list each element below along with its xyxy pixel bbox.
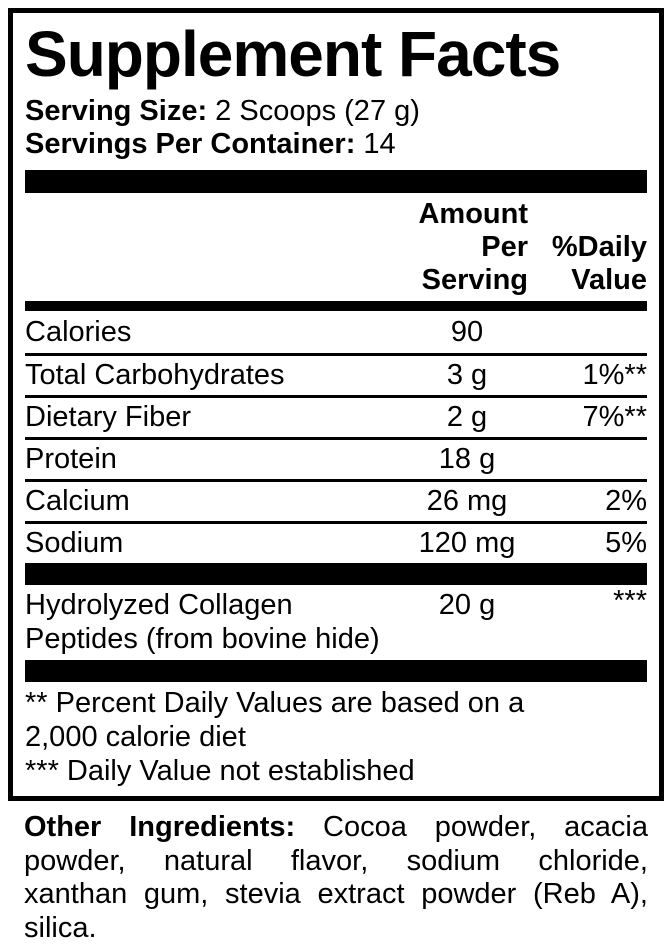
servings-per-container-label: Servings Per Container: xyxy=(25,128,355,160)
divider-bar-top xyxy=(25,170,647,193)
nutrient-dv: 7%** xyxy=(542,401,647,434)
nutrient-row-calcium xyxy=(25,479,647,521)
nutrient-dv: 2% xyxy=(542,485,647,518)
other-ingredients-section xyxy=(24,811,648,945)
daily-value-header xyxy=(542,231,647,297)
servings-per-container-value: 14 xyxy=(355,128,395,160)
nutrient-row-protein xyxy=(25,437,647,479)
nutrient-amount: 18 g xyxy=(392,443,542,476)
footnote-not-established: *** Daily Value not established xyxy=(25,754,647,788)
footnote-daily-values-line2: 2,000 calorie diet xyxy=(25,720,647,754)
collagen-name-line1: Hydrolyzed Collagen xyxy=(25,588,392,622)
nutrient-row-hydrolyzed-collagen xyxy=(25,585,647,660)
nutrient-row-total-carbohydrates xyxy=(25,353,647,395)
other-ingredients-line3: xanthan gum, stevia extract powder (Reb A), xyxy=(24,878,648,912)
nutrient-amount: 90 xyxy=(392,316,542,349)
nutrient-rows xyxy=(25,311,647,563)
other-ingredients-line1 xyxy=(24,811,648,845)
divider-bar-under-header xyxy=(25,301,647,311)
supplement-facts-panel xyxy=(8,8,664,801)
other-ingredients-line1-text: Cocoa powder, acacia xyxy=(295,811,648,843)
nutrient-row-calories xyxy=(25,311,647,353)
other-ingredients-line4: silica. xyxy=(24,912,648,945)
nutrient-name: Calories xyxy=(25,316,392,349)
nutrient-name: Dietary Fiber xyxy=(25,401,392,434)
serving-size-line xyxy=(25,95,647,128)
other-ingredients-line2: powder, natural flavor, sodium chloride, xyxy=(24,845,648,879)
nutrient-name: Protein xyxy=(25,443,392,476)
nutrient-dv: 5% xyxy=(542,527,647,560)
footnotes xyxy=(25,682,647,790)
nutrient-row-sodium xyxy=(25,521,647,563)
other-ingredients-label: Other Ingredients: xyxy=(24,811,295,843)
nutrient-name: Total Carbohydrates xyxy=(25,359,392,392)
dv-header-line1: %Daily xyxy=(542,231,647,264)
nutrient-name: Sodium xyxy=(25,527,392,560)
nutrient-name: Calcium xyxy=(25,485,392,518)
panel-title: Supplement Facts xyxy=(25,19,647,89)
serving-size-label: Serving Size: xyxy=(25,95,207,127)
nutrient-row-dietary-fiber xyxy=(25,395,647,437)
divider-bar-above-footnotes xyxy=(25,660,647,682)
collagen-amount: 20 g xyxy=(392,588,542,622)
nutrient-amount: 3 g xyxy=(392,359,542,392)
footnote-daily-values-line1: ** Percent Daily Values are based on a xyxy=(25,686,647,720)
dv-header-line2: Value xyxy=(542,264,647,297)
nutrient-amount: 120 mg xyxy=(392,527,542,560)
column-header-row xyxy=(25,193,647,301)
servings-per-container-line xyxy=(25,128,647,161)
amount-header-line2: Serving xyxy=(392,264,528,297)
nutrient-amount: 2 g xyxy=(392,401,542,434)
amount-per-serving-header xyxy=(392,198,542,297)
amount-header-line1: Amount Per xyxy=(392,198,528,264)
nutrient-dv: 1%** xyxy=(542,359,647,392)
collagen-dv-asterisks: *** xyxy=(613,585,647,617)
serving-size-value: 2 Scoops (27 g) xyxy=(207,95,420,127)
nutrient-amount: 26 mg xyxy=(392,485,542,518)
collagen-name-line2: Peptides (from bovine hide) xyxy=(25,622,647,656)
divider-bar-above-collagen xyxy=(25,563,647,585)
